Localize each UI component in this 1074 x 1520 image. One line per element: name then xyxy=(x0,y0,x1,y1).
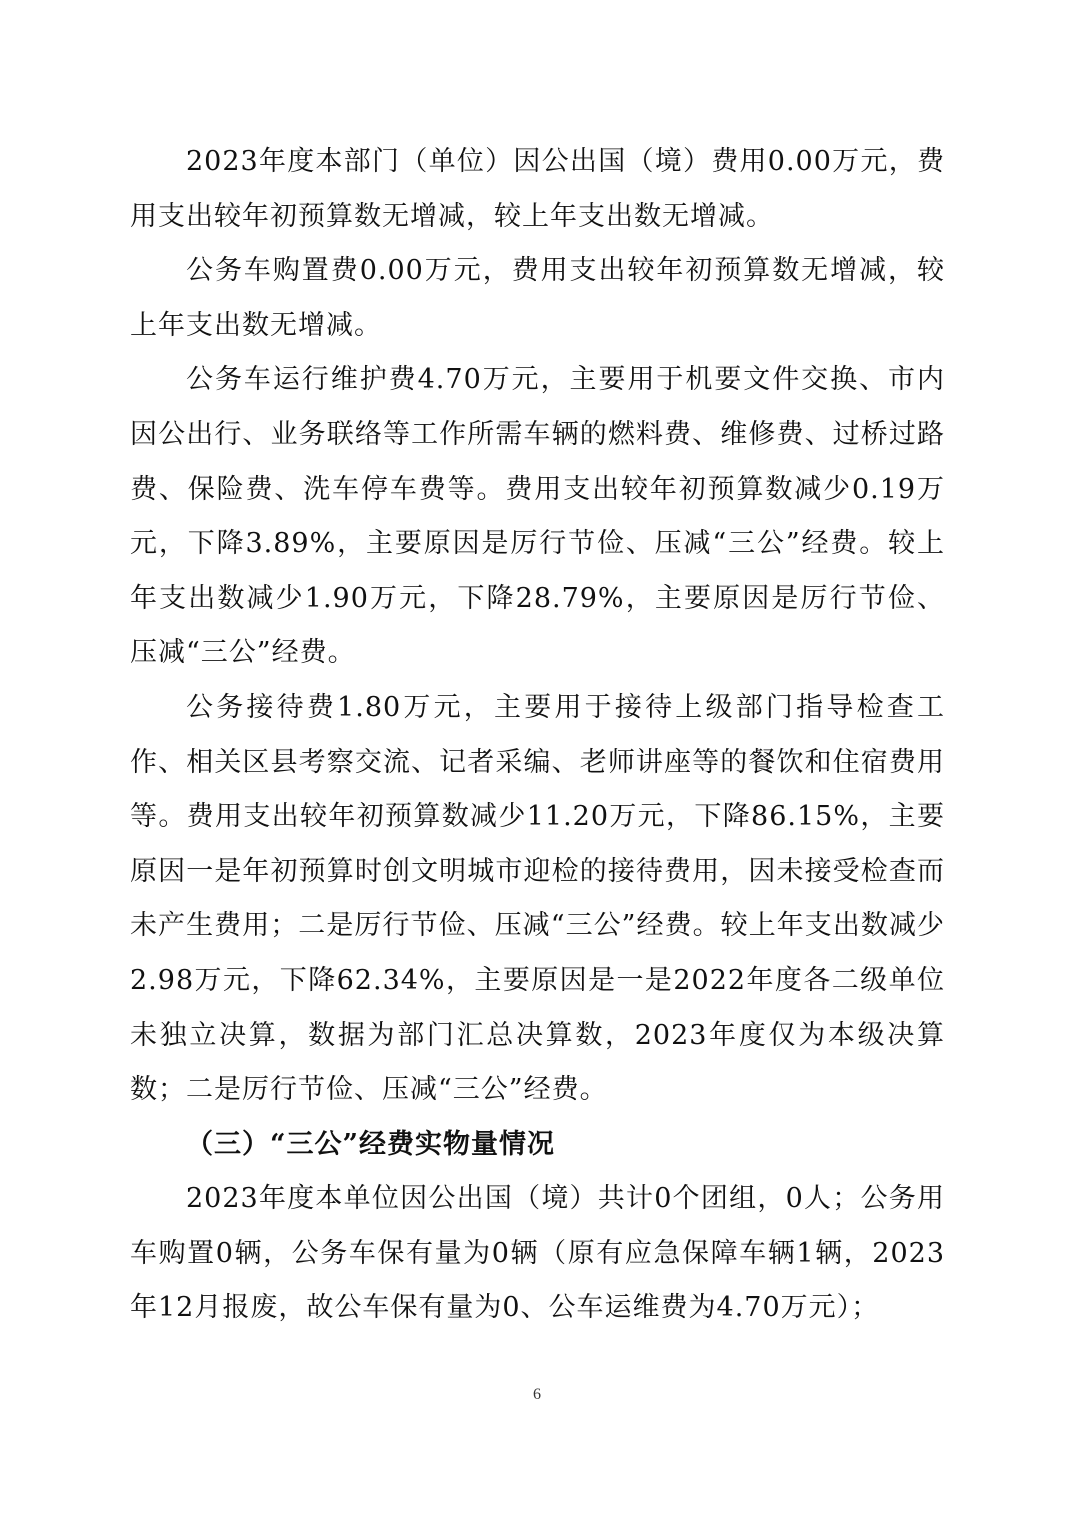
page-number: 6 xyxy=(533,1386,541,1403)
paragraph-vehicle-purchase-cost: 公务车购置费0.00万元，费用支出较年初预算数无增减，较上年支出数无增减。 xyxy=(130,255,945,341)
paragraph-overseas-travel-cost: 2023年度本部门（单位）因公出国（境）费用0.00万元，费用支出较年初预算数无增减，较上年支出数无增减。 xyxy=(130,146,945,232)
section-heading: （三）“三公”经费实物量情况 xyxy=(186,1128,556,1160)
paragraph-physical-quantity: 2023年度本单位因公出国（境）共计0个团组，0人；公务用车购置0辆，公务车保有量为0辆（原有应急保障车辆1辆，2023年12月报废，故公车保有量为0、公车运维费为4.70万元）； xyxy=(130,1183,945,1324)
paragraph-vehicle-maintenance-cost: 公务车运行维护费4.70万元，主要用于机要文件交换、市内因公出行、业务联络等工作所需车辆的燃料费、维修费、过桥过路费、保险费、洗车停车费等。费用支出较年初预算数减少0.19万元，下降3.89%，主要原因是厉行节俭、压减“三公”经费。较上年支出数减少1.90万元，下降28.79%，主要原因是厉行节俭、压减“三公”经费。 xyxy=(130,364,945,669)
paragraph-reception-cost: 公务接待费1.80万元，主要用于接待上级部门指导检查工作、相关区县考察交流、记者采编、老师讲座等的餐饮和住宿费用等。费用支出较年初预算数减少11.20万元，下降86.15%，主要原因一是年初预算时创文明城市迎检的接待费用，因未接受检查而未产生费用；二是厉行节俭、压减“三公”经费。较上年支出数减少2.98万元，下降62.34%，主要原因是一是2022年度各二级单位未独立决算，数据为部门汇总决算数，2023年度仅为本级决算数；二是厉行节俭、压减“三公”经费。 xyxy=(130,691,945,1106)
document-body xyxy=(130,135,945,1336)
